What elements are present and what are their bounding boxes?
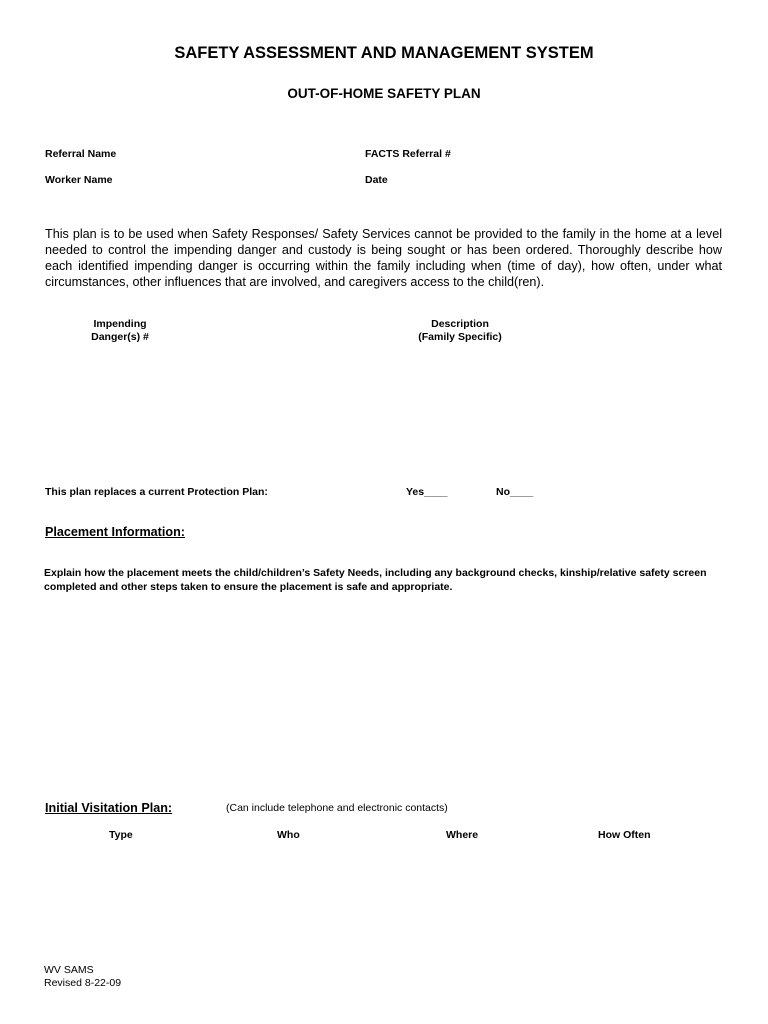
description-column-header [390,318,530,344]
impending-danger-header-line2: Danger(s) # [91,331,149,343]
intro-paragraph: This plan is to be used when Safety Responses/ Safety Services cannot be provided to the family in the home at a level needed to control the impending danger and custody is being sought or has been ordered. Thoroughly describe how each identified impending danger is occurring within the family including when (time of day), how often, under what circumstances, other influences that are involved, and caregivers access to the child(ren). [45,227,722,289]
referral-name-label: Referral Name [45,148,117,160]
footer-line1: WV SAMS [44,964,94,976]
visitation-note: (Can include telephone and electronic contacts) [226,802,448,814]
visitation-where-header: Where [446,829,479,841]
footer [44,964,121,990]
impending-danger-header-line1: Impending [93,318,147,330]
impending-danger-column-header [70,318,170,344]
document-title: SAFETY ASSESSMENT AND MANAGEMENT SYSTEM [174,44,594,62]
facts-referral-label: FACTS Referral # [365,148,451,160]
replaces-no-blank[interactable]: No____ [496,486,534,498]
placement-explain-text: Explain how the placement meets the child/children’s Safety Needs, including any background checks, kinship/relative safety screen completed and other steps taken to ensure the placement is safe and appropriate. [44,567,707,593]
description-header-line1: Description [431,318,489,330]
visitation-who-header: Who [277,829,300,841]
initial-visitation-heading: Initial Visitation Plan: [45,801,173,815]
document-subtitle: OUT-OF-HOME SAFETY PLAN [287,86,481,101]
placement-information-heading: Placement Information: [45,525,185,539]
visitation-how-often-header: How Often [598,829,651,841]
footer-revised-date: Revised 8-22-09 [44,977,122,989]
visitation-type-header: Type [109,829,133,841]
replaces-protection-plan-question: This plan replaces a current Protection Plan: [45,486,268,498]
replaces-yes-blank[interactable]: Yes____ [406,486,448,498]
description-header-line2: (Family Specific) [418,331,502,343]
worker-name-label: Worker Name [45,174,113,186]
date-label: Date [365,174,388,186]
